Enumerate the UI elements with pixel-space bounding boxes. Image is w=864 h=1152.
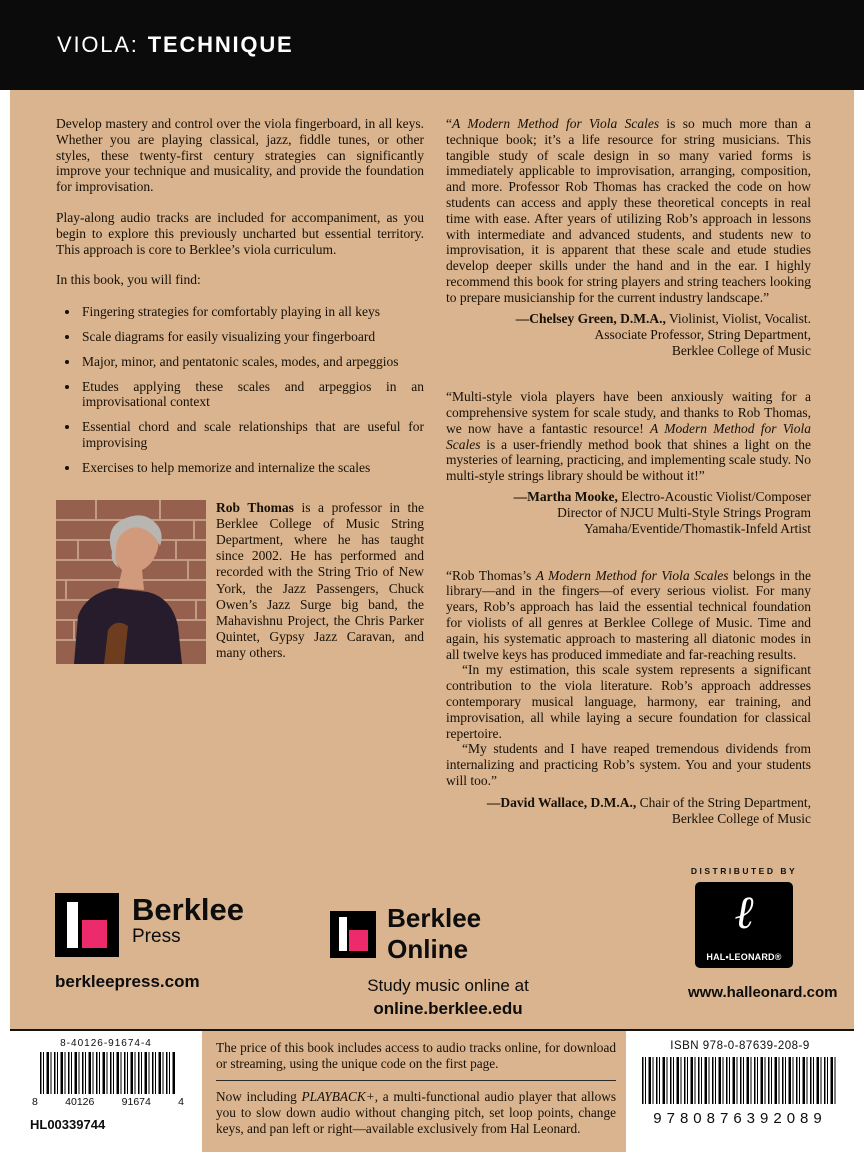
quote-2-attribution	[446, 489, 811, 538]
playback-pre: Now including	[216, 1089, 302, 1104]
distributed-by-label: DISTRIBUTED BY	[690, 866, 798, 876]
intro-paragraph-2: Play-along audio tracks are included for accompaniment, as you begin to explore this previously uncharted but essential territory. This approach is core to Berklee’s viola curriculum.	[56, 209, 424, 257]
quote-open: “	[446, 116, 452, 131]
author-name: Rob Thomas	[216, 499, 294, 515]
feature-item: • Major, minor, and pentatonic scales, modes, and arpeggios	[80, 354, 424, 370]
berklee-online-logo-icon	[330, 911, 376, 958]
hal-leonard-block	[688, 866, 838, 1001]
berkleepress-url: berkleepress.com	[55, 972, 200, 991]
playback-post: , a multi-functional audio player that allows you to slow down audio without changing pitch, set loop points, change keys, and pan left or right—available exclusively from Hal Leonard.	[216, 1089, 616, 1136]
attribution-line: Associate Professor, String Department,	[594, 326, 811, 342]
hal-leonard-logo-icon	[695, 882, 793, 968]
attribution-name: —Chelsey Green, D.M.A.,	[515, 310, 666, 326]
book-title: A Modern Method for Viola Scales	[535, 567, 729, 583]
berklee-press-block	[55, 893, 244, 957]
upc-barcode-box	[10, 1031, 202, 1152]
features-list	[56, 304, 424, 475]
upc-number: 8-40126-91674-4	[60, 1038, 152, 1049]
isbn-digits: 9780876392089	[653, 1110, 827, 1127]
berklee-brand: Berklee	[132, 892, 245, 927]
author-bio-text	[216, 500, 424, 662]
series-label: VIOLA:	[57, 32, 139, 57]
top-banner	[0, 0, 864, 90]
berklee-logo-icon	[55, 893, 119, 957]
feature-item: • Scale diagrams for easily visualizing your fingerboard	[80, 329, 424, 345]
feature-item: • Etudes applying these scales and arpeggios in an improvisational context	[80, 379, 424, 411]
intro-paragraph-1: Develop mastery and control over the viola fingerboard, in all keys. Whether you are playing classical, jazz, fiddle tunes, or other styles, these twenty-first century strategies can significantly improve your technique and musicality, and provide the foundation for improvisation.	[56, 116, 424, 195]
attribution-line: Berklee College of Music	[671, 810, 811, 826]
berklee-online-url: online.berklee.edu	[373, 999, 523, 1018]
upc-digit: 4	[178, 1096, 184, 1108]
quote-3-paragraph-2: “In my estimation, this scale system represents a significant contribution to the viola literature. Rob’s approach addresses contemporary musical language, harmony, ear training, and improvisation, all while laying a secure foundation for classical repertoire.	[446, 662, 811, 741]
upc-digit: 40126	[65, 1096, 95, 1108]
price-note: The price of this book includes access to audio tracks online, for download or streaming, using the unique code on the first page.	[216, 1040, 616, 1071]
quote-3-paragraph-1	[446, 568, 811, 663]
upc-digit: 91674	[121, 1096, 151, 1108]
quote-2-body2: is a user-friendly method book that shines a light on the mysteries of learning, practicing, and implementing scale study. No multi-style strings library should be without it!”	[446, 436, 811, 484]
left-column	[56, 116, 424, 664]
berklee-online-brand: Berklee Online	[387, 903, 482, 964]
right-column	[446, 116, 811, 827]
attribution-line: —Martha Mooke, Electro-Acoustic Violist/Composer	[513, 488, 811, 504]
halleonard-url: www.halleonard.com	[688, 984, 838, 1001]
book-title: A Modern Method for Viola Scales	[446, 420, 811, 452]
quote-2-body1: “Multi-style viola players have been anxiously waiting for a comprehensive system for scale study, and thanks to Rob Thomas, we now have a fantastic resource!	[446, 389, 811, 436]
book-title: A Modern Method for Viola Scales	[452, 116, 660, 131]
berklee-online-block	[330, 903, 566, 1019]
quote-1	[446, 116, 811, 306]
playback-note	[216, 1089, 616, 1137]
berklee-press-wordmark	[132, 893, 244, 948]
attribution-line: Director of NJCU Multi-Style Strings Program	[557, 505, 811, 521]
attribution-line: —David Wallace, D.M.A., Chair of the String Department,	[486, 794, 811, 810]
berklee-online-wordmark	[330, 903, 566, 965]
quote-3-paragraph-3: “My students and I have reaped tremendous dividends from internalizing and practicing Rob’s system. You and your students will too.”	[446, 741, 811, 788]
upc-digits	[10, 1094, 202, 1108]
attribution-name: —David Wallace, D.M.A.,	[486, 794, 637, 810]
quote-3-attribution	[446, 795, 811, 827]
quote-1-attribution	[446, 311, 811, 360]
berklee-press-sub: Press	[132, 926, 181, 947]
hl-catalog-number: HL00339744	[30, 1117, 106, 1132]
attribution-name: —Martha Mooke,	[513, 488, 618, 504]
series-title: TECHNIQUE	[147, 32, 294, 57]
feature-item: • Fingering strategies for comfortably playing in all keys	[80, 304, 424, 320]
audio-access-note	[216, 1040, 616, 1137]
isbn-number: ISBN 978-0-87639-208-9	[670, 1040, 810, 1052]
isbn-barcode-box	[626, 1031, 854, 1152]
quote-3-post: belongs in the library—and in the fingers—of every serious violist. For many years, Rob’s approach has laid the essential technical foundation for violists of all genres at Berklee College of Music. Time and again, his systematic approach to mastering all diatonic modes in all twelve keys has produced immediate and far-reaching results.	[446, 567, 811, 662]
upc-barcode	[40, 1052, 176, 1094]
author-bio-body: is a professor in the Berklee College of Music String Department, where he has taught since 2002. He has performed and recorded with the String Trio of New York, the Jazz Passengers, Chuck Owen’s Jazz Surge big band, the Mahavishnu Project, the Chris Parker Quintet, Gypsy Jazz Caravan, and many others.	[216, 499, 424, 661]
upc-digit: 8	[32, 1096, 38, 1108]
hal-leonard-glyph-icon: ℓ	[734, 885, 754, 939]
attribution-line: Berklee College of Music	[671, 342, 811, 358]
author-bio	[56, 500, 424, 664]
isbn-barcode	[642, 1057, 838, 1104]
quote-1-body: is so much more than a technique book; it’s a life resource for string musicians. This tangible study of scale design in so many varied forms is immediately applicable to improvisation, arranging, composition, and more. Professor Rob Thomas has cracked the code on how students can access and apply these theoretical concepts in real time with ease. After years of utilizing Rob’s approach in lessons with intermediate and advanced students, and students new to improvisation, it is apparent that these scale and etude studies develop deeper skills under the hand and in the ear. I highly recommend this book for string players and string teachers looking to prepare musicianship for the current industry landscape.”	[446, 116, 811, 305]
attribution-line: Yamaha/Eventide/Thomastik-Infeld Artist	[584, 521, 811, 537]
feature-item: • Exercises to help memorize and internalize the scales	[80, 460, 424, 476]
quote-3-pre: “Rob Thomas’s	[446, 567, 536, 583]
feature-item: • Essential chord and scale relationships that are useful for improvising	[80, 419, 424, 451]
berklee-online-tagline: Study music online at	[367, 976, 529, 995]
note-divider	[216, 1080, 616, 1081]
quote-2	[446, 389, 811, 484]
features-heading: In this book, you will find:	[56, 272, 201, 288]
playback-name: PLAYBACK+	[301, 1089, 375, 1104]
author-photo-image	[56, 500, 206, 664]
hal-leonard-logo-text: HAL•LEONARD®	[706, 952, 782, 962]
author-photo	[56, 500, 206, 664]
attribution-line: —Chelsey Green, D.M.A., Violinist, Violist, Vocalist.	[515, 310, 811, 326]
